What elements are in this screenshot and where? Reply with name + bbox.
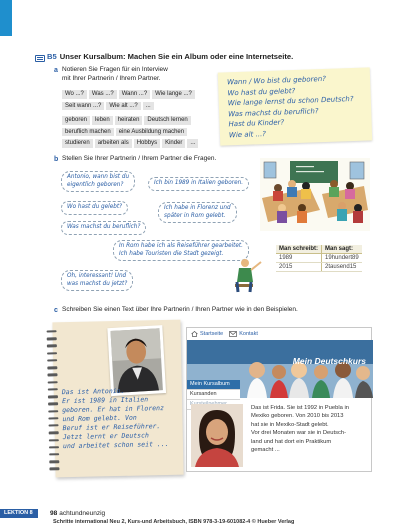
chip: Was ...? [89,90,117,99]
chip: Deutsch lernen [144,116,190,125]
chip: Wie lange ...? [152,90,195,99]
page-number: 98 achtundneunzig [50,510,106,517]
verb-chips [62,116,202,148]
album-line: und Rom gelebt. Von [62,413,137,424]
note-line: Was machst du beruflich? [228,106,319,119]
chip: geboren [62,116,90,125]
top-color-bar [0,0,12,36]
table-cell: 2tausend15 [322,263,362,272]
table-row [276,263,362,272]
section-heading [47,52,293,61]
speech-bubble: Ich bin 1989 in Italien geboren. [148,177,249,191]
chip: Hobbys [134,139,160,148]
table-cell: 19hundert89 [322,254,362,263]
classroom-illustration [260,158,370,231]
task-b-instruction: Stellen Sie Ihrer Partnerin / Ihrem Partner die Fragen. [62,155,217,162]
task-a-instruction: Notieren Sie Fragen für ein Interview mit Ihrer Partnerin / Ihrem Partner. [62,66,168,82]
chip: Seit wann ...? [62,102,104,111]
mail-icon [229,331,237,337]
profile-line: gemacht ... [251,447,280,454]
task-b-letter: b [54,156,59,163]
profile-line: hat sie in Mexiko-Stadt gelebt. [251,421,329,428]
profile-line: land und hat dort ein Praktikum [251,438,332,445]
chip: studieren [62,139,93,148]
table-cell: 1989 [276,254,322,263]
sticky-note [218,67,372,145]
site-hero-banner [187,340,371,398]
table-row [276,254,362,263]
task-c-instruction: Schreiben Sie einen Text über Ihre Partnerin / Ihren Partner wie in den Beispielen. [62,306,298,313]
frida-photo [191,404,243,467]
profile-text [251,404,349,454]
album-text [62,386,169,451]
album-line: Jetzt lernt er Deutsch [62,431,149,442]
album-spiral [47,330,60,470]
chip: Wann ...? [119,90,150,99]
nav-home[interactable]: Startseite [191,331,223,337]
note-line: Wo hast du gelebt? [227,86,296,97]
speech-bubble: Antonio, wann bist du eigentlich geboren? [61,171,135,192]
speech-bubble: Was machst du beruflich? [61,221,146,235]
speech-bubble: Oh, interessant! Und was machst du jetzt? [61,270,133,291]
chip: ... [143,102,154,111]
note-line: Wie alt ...? [228,130,267,140]
chip: Wo ...? [62,90,87,99]
photo-album [52,320,183,478]
site-nav [187,328,371,340]
site-hero-title: Mein Deutschkurs [292,356,366,366]
album-line: geboren. Er hat in Florenz [62,404,165,415]
task-a-letter: a [54,67,58,74]
publisher-credit: Schritte international Neu 2, Kurs-und Arbeitsbuch, ISBN 978-3-19-601082-4 © Hueber Verlag [53,519,295,525]
album-line: Beruf ist er Reiseführer. [62,422,161,433]
chip: heiraten [115,116,143,125]
profile-line: Vor drei Monaten war sie in Deutsch- [251,430,347,437]
speech-bubble: Ich habe in Florenz und später in Rom gelebt. [158,202,237,223]
chip: eine Ausbildung machen [116,128,187,137]
table-header: Man sagt: [322,245,362,254]
table-cell: 2015 [276,263,322,272]
chip: Wie alt ...? [106,102,140,111]
album-line: und arbeitet schon seit ... [62,439,169,451]
speech-bubble: Wo hast du gelebt? [61,201,128,215]
chip: arbeiten als [95,139,132,148]
task-c-letter: c [54,307,58,314]
menu-item[interactable]: Mein Kursalbum [187,380,240,390]
section-title: Unser Kursalbum: Machen Sie ein Album oder eine Internetseite. [59,52,294,61]
lesson-tab: LEKTION 8 [0,509,38,518]
note-line: Wie lange lernst du schon Deutsch? [227,95,354,108]
profile-line: Mexiko geboren. Von 2010 bis 2013 [251,413,344,420]
note-line: Hast du Kinder? [228,118,285,129]
speaker-illustration [229,254,269,294]
workbook-icon [35,55,45,62]
website-mockup [186,327,372,472]
menu-item[interactable]: Kursanden [187,390,240,400]
chip: leben [92,116,113,125]
chip: Kinder [162,139,185,148]
number-table [276,245,362,272]
home-icon [191,331,198,337]
question-word-chips [62,90,202,110]
album-line: Das ist Antonio. [61,386,125,397]
speech-bubble: In Rom habe ich als Reiseführer gearbeitet. Ich habe Touristen die Stadt gezeigt. [113,240,249,261]
nav-contact[interactable]: Kontakt [229,331,258,337]
chip: ... [187,139,198,148]
album-line: Er ist 1989 in Italien [61,395,149,406]
table-header: Man schreibt: [276,245,322,254]
chip: beruflich machen [62,128,114,137]
section-number: B5 [47,52,57,61]
note-line: Wann / Wo bist du geboren? [226,74,327,87]
profile-line: Das ist Frida. Sie ist 1992 in Puebla in [251,405,349,411]
